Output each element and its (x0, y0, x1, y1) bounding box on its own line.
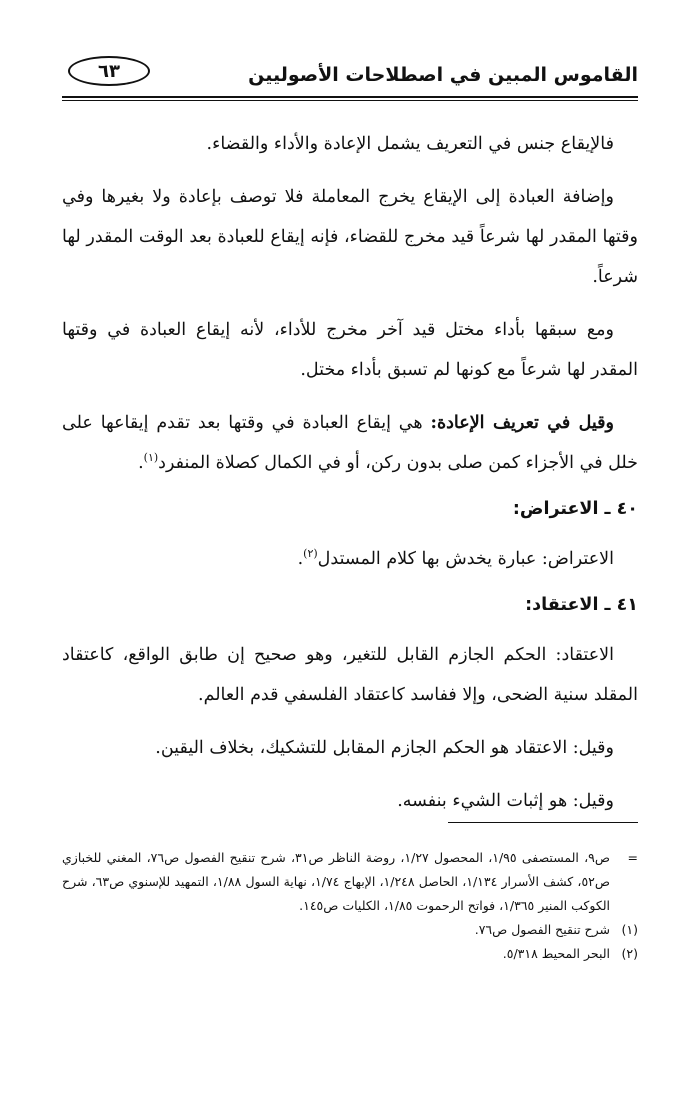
paragraph-2: وإضافة العبادة إلى الإيقاع يخرج المعاملة فلا توصف بإعادة ولا بغيرها وفي وقتها المقدر لها شرعاً قيد مخرج للقضاء، فإنه إيقاع للعبادة بعد الوقت المقدر لها شرعاً. (62, 187, 638, 287)
footnote-continued-mark: = (627, 850, 638, 865)
footnote-1-mark: (١) (621, 922, 638, 937)
entry-heading-41: ٤١ ـ الاعتقاد: (525, 595, 638, 615)
paragraph-4 (62, 403, 638, 483)
footnote-continued (62, 846, 638, 918)
paragraph-4-end: . (138, 453, 144, 473)
footnotes (62, 846, 638, 966)
page-header (68, 56, 638, 94)
entry-heading-40: ٤٠ ـ الاعتراض: (512, 499, 638, 519)
header-rule-thick (62, 96, 638, 98)
running-title: القاموس المبين في اصطلاحات الأصوليين (248, 64, 638, 86)
paragraph-5-end: . (297, 549, 304, 569)
main-text (62, 124, 638, 834)
paragraph-3: ومع سبقها بأداء مختل قيد آخر مخرج للأداء، لأنه إيقاع العبادة في وقتها المقدر لها شرعاً مع كونها لم تسبق بأداء مختل. (62, 320, 638, 380)
paragraph-7: وقيل: الاعتقاد هو الحكم الجازم المقابل للتشكيك، بخلاف اليقين. (155, 738, 614, 758)
header-rule-thin (62, 100, 638, 101)
footnote-2 (62, 942, 638, 966)
paragraph-1: فالإيقاع جنس في التعريف يشمل الإعادة والأداء والقضاء. (206, 134, 614, 154)
paragraph-4-text: هي إيقاع العبادة في وقتها بعد تقدم إيقاعها على خلل في الأجزاء كمن صلى بدون ركن، أو في الكمال كصلاة المنفرد (62, 413, 638, 473)
paragraph-6: الاعتقاد: الحكم الجازم القابل للتغير، وهو صحيح إن طابق الواقع، كاعتقاد المقلد سنية الضحى، وإلا ففاسد كاعتقاد الفلسفي قدم العالم. (62, 645, 638, 705)
paragraph-5-text: الاعتراض: عبارة يخدش بها كلام المستدل (317, 549, 614, 569)
paragraph-8: وقيل: هو إثبات الشيء بنفسه. (397, 791, 614, 811)
paragraph-4-lead: وقيل في تعريف الإعادة: (430, 413, 614, 433)
footnote-2-mark: (٢) (621, 946, 638, 961)
footnote-ref-2: (٢) (303, 547, 318, 561)
footnote-1 (62, 918, 638, 942)
paragraph-5 (62, 539, 638, 579)
footnote-1-text: شرح تنقيح الفصول ص٧٦. (474, 922, 610, 937)
footnote-separator (448, 822, 638, 823)
footnote-2-text: البحر المحيط ٥/٣١٨. (502, 946, 610, 961)
footnote-ref-1: (١) (143, 451, 159, 465)
page-number: ٦٣ (68, 56, 150, 86)
footnote-continued-text: ص٩، المستصفى ١/٩٥، المحصول ١/٢٧، روضة الناظر ص٣١، شرح تنقيح الفصول ص٧٦، المغني للخبازي ص٥٢، كشف الأسرار ١/١٣٤، الحاصل ١/٢٤٨، الإبهاج ١/٧٤، نهاية السول ١/٨٨، التمهيد للإسنوي ص٦٣، شرح الكوكب المنير ١/٣٦٥، فواتح الرحموت ١/٨٥، الكليات ص١٤٥. (62, 850, 610, 913)
